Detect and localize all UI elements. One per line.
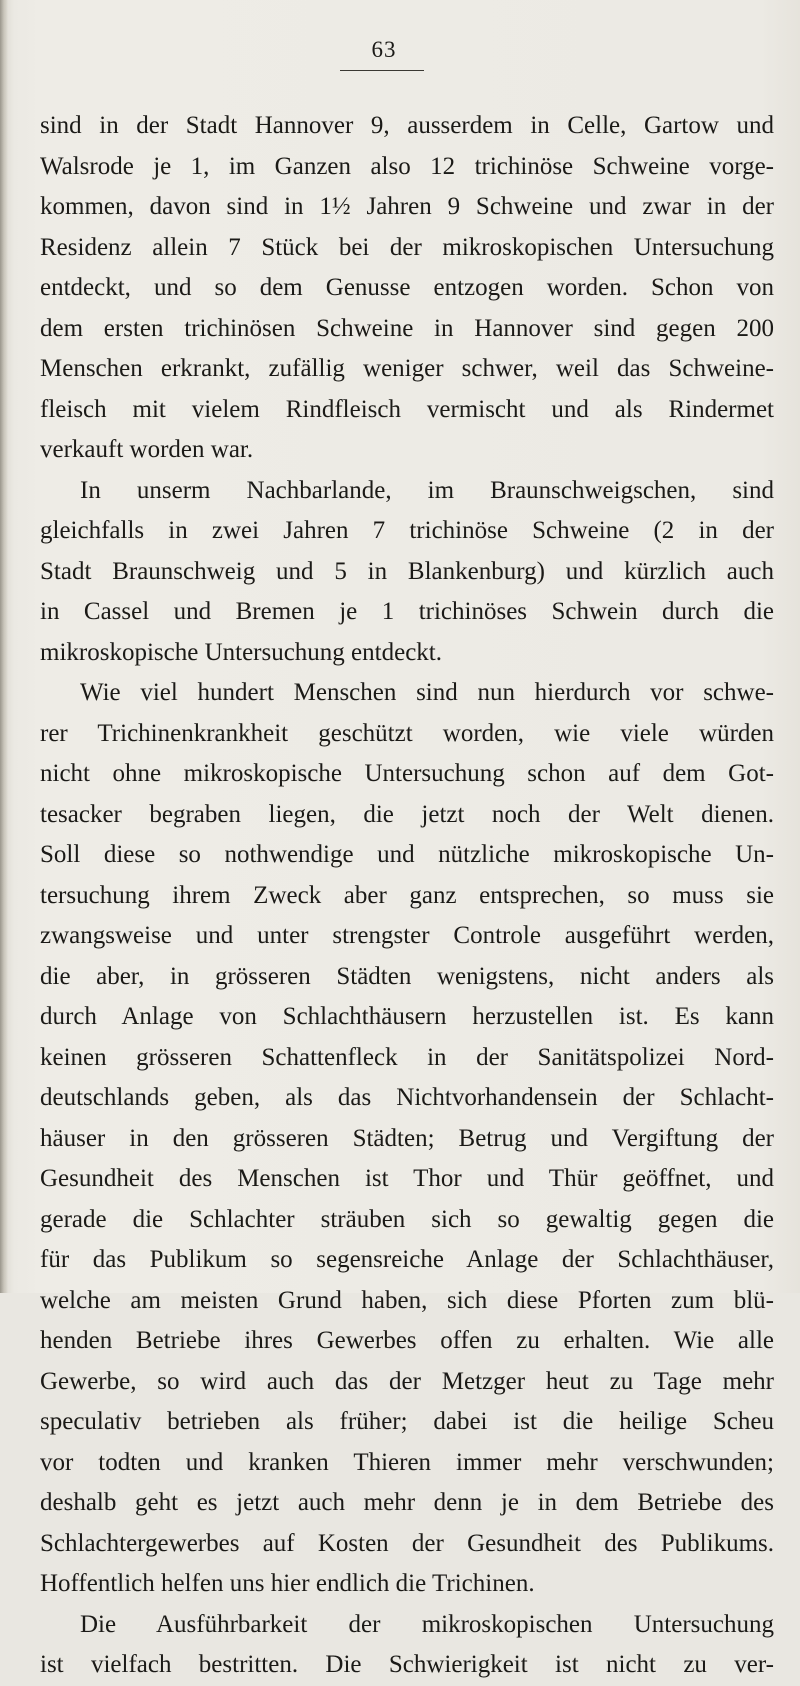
text-line: Wie viel hundert Menschen sind nun hierdurch vor schwe- [80, 679, 774, 706]
text-line: in Cassel und Bremen je 1 trichinöses Schwein durch die [40, 598, 774, 625]
text-line: henden Betriebe ihres Gewerbes offen zu erhalten. Wie alle [40, 1327, 774, 1354]
text-line: Walsrode je 1, im Ganzen also 12 trichinöse Schweine vorge- [40, 152, 774, 180]
text-line: Die Ausführbarkeit der mikroskopischen Untersuchung [80, 1610, 774, 1638]
text-line: rer Trichinenkrankheit geschützt worden, wie viele würden [40, 719, 774, 747]
page-number: 63 [371, 37, 397, 62]
text-line: zwangsweise und unter strengster Controle ausgeführt werden, [40, 922, 774, 949]
text-line: mikroskopische Untersuchung entdeckt. [40, 638, 442, 666]
text-line: für das Publikum so segensreiche Anlage der Schlachthäuser, [40, 1246, 774, 1273]
text-line: Soll diese so nothwendige und nützliche mikroskopische Un- [40, 841, 774, 868]
text-line: durch Anlage von Schlachthäusern herzustellen ist. Es kann [40, 1003, 774, 1030]
text-line: Gewerbe, so wird auch das der Metzger heut zu Tage mehr [40, 1367, 774, 1395]
text-line: Hoffentlich helfen uns hier endlich die Trichinen. [40, 1570, 535, 1597]
text-line: deshalb geht es jetzt auch mehr denn je in dem Betriebe des [40, 1489, 774, 1516]
text-line: entdeckt, und so dem Genusse entzogen worden. Schon von [40, 274, 774, 301]
text-line: nicht ohne mikroskopische Untersuchung schon auf dem Got- [40, 760, 774, 787]
text-line: gleichfalls in zwei Jahren 7 trichinöse Schweine (2 in der [40, 517, 774, 544]
text-line: kommen, davon sind in 1½ Jahren 9 Schweine und zwar in der [40, 193, 774, 220]
text-line: Schlachtergewerbes auf Kosten der Gesundheit des Publikums. [40, 1529, 774, 1557]
text-line: fleisch mit vielem Rindfleisch vermischt und als Rindermet [40, 395, 774, 423]
text-line: In unserm Nachbarlande, im Braunschweigschen, sind [80, 476, 774, 504]
text-line: deutschlands geben, als das Nichtvorhandensein der Schlacht- [40, 1084, 774, 1111]
text-line: sind in der Stadt Hannover 9, ausserdem in Celle, Gartow und [40, 112, 774, 139]
text-line: Stadt Braunschweig und 5 in Blankenburg) und kürzlich auch [40, 557, 774, 585]
page-number-rule [340, 70, 424, 71]
text-line: verkauft worden war. [40, 436, 254, 463]
text-line: Menschen erkrankt, zufällig weniger schwer, weil das Schweine- [40, 355, 774, 382]
text-line: häuser in den grösseren Städten; Betrug und Vergiftung der [40, 1124, 774, 1152]
text-line: vor todten und kranken Thieren immer mehr verschwunden; [40, 1448, 774, 1476]
page-binding-edge [0, 0, 8, 1293]
text-line: dem ersten trichinösen Schweine in Hannover sind gegen 200 [40, 314, 774, 342]
text-line: tersuchung ihrem Zweck aber ganz entsprechen, so muss sie [40, 881, 774, 909]
text-line: Gesundheit des Menschen ist Thor und Thür geöffnet, und [40, 1165, 774, 1192]
text-line: tesacker begraben liegen, die jetzt noch der Welt dienen. [40, 800, 774, 828]
text-line: ist vielfach bestritten. Die Schwierigkeit ist nicht zu ver- [40, 1651, 774, 1678]
text-line: welche am meisten Grund haben, sich diese Pforten zum blü- [40, 1286, 774, 1314]
text-line: die aber, in grösseren Städten wenigstens, nicht anders als [40, 962, 774, 990]
text-line: Residenz allein 7 Stück bei der mikroskopischen Untersuchung [40, 233, 774, 261]
text-line: keinen grösseren Schattenfleck in der Sanitätspolizei Nord- [40, 1043, 774, 1071]
text-line: speculativ betrieben als früher; dabei ist die heilige Scheu [40, 1408, 774, 1435]
body-text [40, 106, 774, 1686]
text-line: gerade die Schlachter sträuben sich so gewaltig gegen die [40, 1205, 774, 1233]
